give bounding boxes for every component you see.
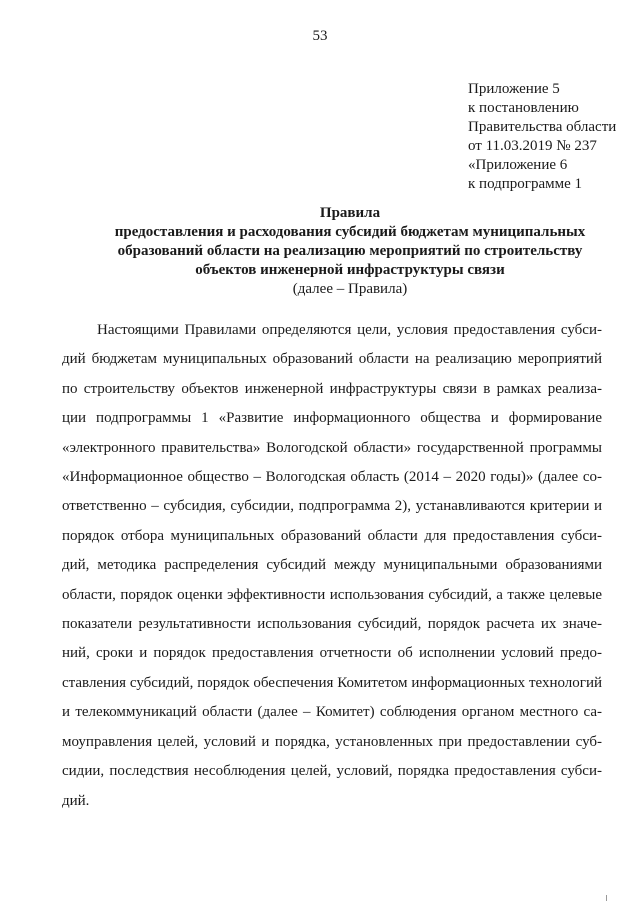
- body-line: показатели результативности использования субсидий, порядок расчета их значе-: [62, 616, 602, 633]
- appendix-line: к подпрограмме 1: [468, 176, 582, 192]
- document-subtitle-line: предоставления и расходования субсидий бюджетам муниципальных: [114, 224, 586, 240]
- document-heading: [70, 204, 630, 299]
- document-subtitle-line: объектов инженерной инфраструктуры связи: [195, 262, 505, 278]
- page-number: 53: [312, 28, 328, 44]
- body-line: ний, сроки и порядок предоставления отчетности об исполнении условий предо-: [62, 645, 602, 662]
- body-line: дий бюджетам муниципальных образований области на реализацию мероприятий: [62, 351, 602, 368]
- body-line: Настоящими Правилами определяются цели, условия предоставления субси-: [97, 322, 602, 338]
- body-line: «Информационное общество – Вологодская область (2014 – 2020 годы)» (далее со-: [62, 469, 602, 486]
- body-line: по строительству объектов инженерной инфраструктуры связи в рамках реализа-: [62, 380, 602, 397]
- body-line: области, порядок оценки эффективности использования субсидий, а также целевые: [62, 586, 602, 603]
- appendix-line: Приложение 5: [468, 81, 560, 97]
- body-line: ставления субсидий, порядок обеспечения Комитетом информационных технологий: [62, 674, 602, 691]
- body-line: дий, методика распределения субсидий между муниципальными образованиями: [62, 557, 602, 574]
- body-line: ответственно – субсидия, субсидии, подпрограмма 2), устанавливаются критерии и: [62, 498, 602, 515]
- body-line: и телекоммуникаций области (далее – Комитет) соблюдения органом местного са-: [62, 704, 602, 721]
- body-line: порядок отбора муниципальных образований области для предоставления субси-: [62, 527, 602, 544]
- body-line: «электронного правительства» Вологодской области» государственной программы: [62, 439, 602, 456]
- scan-mark: [606, 895, 607, 901]
- body-line: сидии, последствия несоблюдения целей, условий, порядка предоставления субси-: [62, 763, 602, 780]
- document-title: Правила: [319, 205, 381, 221]
- appendix-line: Правительства области: [468, 119, 617, 135]
- appendix-block: [468, 80, 616, 194]
- body-paragraph: [62, 316, 602, 816]
- body-line: моуправления целей, условий и порядка, установленных при предоставлении суб-: [62, 733, 602, 750]
- body-line: дий.: [62, 792, 90, 809]
- appendix-line: к постановлению: [468, 100, 579, 116]
- body-line: ции подпрограммы 1 «Развитие информационного общества и формирование: [62, 410, 602, 427]
- document-subtitle-line: образований области на реализацию мероприятий по строительству: [117, 243, 583, 259]
- document-title-note: (далее – Правила): [292, 281, 408, 297]
- appendix-line: «Приложение 6: [468, 157, 568, 173]
- appendix-line: от 11.03.2019 № 237: [468, 138, 597, 154]
